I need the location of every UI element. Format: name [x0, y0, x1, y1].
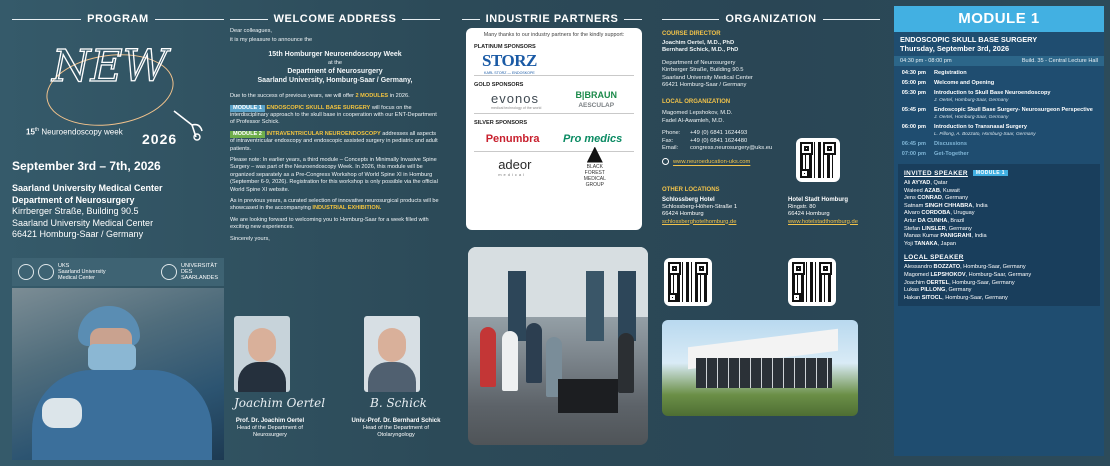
signature-schick: B. Schick: [370, 396, 427, 410]
module-subtitle: ENDOSCOPIC SKULL BASE SURGERY Thursday, September 3rd, 2026: [894, 32, 1104, 56]
speaker-item: Waleed AZAB, Kuwait: [904, 187, 960, 194]
hotel1-qr-code[interactable]: [664, 258, 712, 306]
university-logos: [12, 258, 224, 286]
schedule-item: Discussions: [934, 141, 967, 147]
event-logo: [12, 31, 224, 147]
uks-logo: UKS Saarland University Medical Center: [18, 263, 106, 281]
website-link[interactable]: www.neuroeducation-uks.com: [673, 159, 751, 166]
department-address: Department of Neurosurgery Kirrberger Straße, Building 90.5 Saarland University Medical Center 66421 Homburg-Saar / Germany: [662, 59, 753, 89]
signature-oertel: Joachim Oertel: [234, 396, 326, 410]
logo-word: NEW: [52, 41, 168, 92]
paragraph-closing: We are looking forward to welcoming you to Homburg-Saar for a week filled with exciting new experiences.: [230, 216, 429, 231]
local-speaker-heading: LOCAL SPEAKER: [904, 254, 964, 262]
speaker-item: Stefan LINSLER, Germany: [904, 225, 972, 232]
surgeon-photo: [12, 288, 224, 460]
website-row: [662, 158, 880, 166]
director1-name: Prof. Dr. Joachim Oertel Head of the Department of Neurosurgery: [235, 418, 305, 438]
saarland-logo: UNIVERSITÄT DES SAARLANDES: [161, 263, 218, 281]
schedule-time: 05:00 pm: [901, 80, 926, 86]
schedule-item: Introduction to Transnasal Surgery L. Pillong, A. Bozzato, Homburg-Saar, Germany: [934, 124, 1036, 137]
invited-speaker-list: [904, 180, 1094, 248]
storz-logo[interactable]: STORZ KARL STORZ — ENDOSKOPE: [482, 50, 537, 75]
schedule-row: [894, 151, 1104, 158]
directors: [230, 316, 440, 466]
speaker-item: Jens CONRAD, Germany: [904, 195, 969, 202]
paragraph-exhibition: As in previous years, a curated selection of innovative neurosurgical products will be showcased in the accompanying INDUSTRIAL EXHIBITION.: [230, 198, 439, 212]
uks-seal-icon: [18, 264, 34, 280]
platinum-heading: PLATINUM SPONSORS: [474, 44, 536, 50]
blackforest-logo[interactable]: BLACK FOREST MEDICAL GROUP: [580, 147, 610, 188]
event-name: 15th Homburger Neuroendoscopy Week at the Department of Neurosurgery Saarland University, Homburg-Saar / Germany,: [257, 50, 413, 84]
speaker-item: Satnam SINGH CHHABRA, India: [904, 202, 988, 209]
schedule-row: [894, 141, 1104, 148]
event-dates: September 3rd – 7th, 2026: [12, 159, 161, 173]
logo-subtitle: 15th Neuroendoscopy week: [26, 127, 123, 137]
silver-row-2: [474, 152, 634, 188]
schedule-row: [894, 80, 1104, 87]
partners-title: INDUSTRIE PARTNERS: [462, 13, 642, 25]
local-org-heading: LOCAL ORGANIZATION: [662, 99, 731, 106]
speaker-item: Manas Kumar PANIGRAHI, India: [904, 233, 987, 240]
course-directors: Joachim Oertel, M.D., PhD Bernhard Schick, M.D., PhD: [662, 40, 739, 54]
module-title: MODULE 1: [894, 6, 1104, 32]
phone-number[interactable]: +49 (0) 6841 1624493: [690, 130, 748, 137]
program-title: PROGRAM: [12, 13, 224, 25]
website-qr-code[interactable]: [796, 138, 840, 182]
schedule-item: Introduction to Skull Base Neuroendoscopy J. Oertel, Homburg-Saar, Germany: [934, 90, 1051, 103]
director2-name: Univ.-Prof. Dr. Bernhard Schick Head of the Department of Otolaryngology: [351, 418, 441, 438]
hotel2-link[interactable]: www.hotelstadthomburg.de: [788, 218, 858, 225]
evonos-logo[interactable]: evonos medical technology of the world: [491, 91, 542, 110]
speaker-item: Hakan SITOCL, Homburg-Saar, Germany: [904, 294, 1008, 301]
speaker-item: Ali AYYAD, Qatar: [904, 180, 948, 186]
building-photo: [662, 320, 858, 416]
penumbra-logo[interactable]: Penumbra: [485, 132, 540, 145]
paragraph-note: Please note: In earlier years, a third module – Concepts in Minimally Invasive Spine Surgery – was part of the Neuroendoscopy Week. In 2026, this module will be organized separately as a Pre-Congress Workshop of World Spine XI in Homburg (September 6-9, 2026). Registration for this workshop is only possible via the official World Spine XI website.: [230, 157, 438, 193]
hotel-schlossberg: Schlossberg Hotel Schlossberg-Höhen-Straße 1 66424 Homburg schlossberghotelhomburg.de: [662, 197, 762, 226]
locations-heading: OTHER LOCATIONS: [662, 186, 720, 193]
globe-icon: [662, 158, 669, 165]
speaker-item: Joachim OERTEL, Homburg-Saar, Germany: [904, 279, 1015, 286]
hotel2-qr-code[interactable]: [788, 258, 836, 306]
welcome-text: [230, 28, 440, 243]
schedule-time: 05:30 pm: [901, 90, 926, 96]
module-schedule: [894, 70, 1104, 158]
hotel1-link[interactable]: schlossberghotelhomburg.de: [662, 218, 737, 225]
saarland-seal-icon: [161, 264, 177, 280]
fax-number: +49 (0) 6841 1624480: [690, 137, 748, 144]
local-organizers: Magomed Lepshokov, M.D. Fadel Al-Awamleh, M.D.: [662, 110, 733, 124]
exhibition-photo: [468, 247, 648, 445]
email-link[interactable]: congress.neurosurgery@uks.eu: [690, 145, 773, 152]
venue-address: Saarland University Medical Center Department of Neurosurgery Kirrberger Straße, Building 90.5 Saarland University Medical Center 66421 Homburg-Saar / Germany: [12, 183, 163, 239]
silver-heading: SILVER SPONSORS: [474, 120, 528, 126]
portrait-schick: [364, 316, 420, 392]
speaker-item: Lukas PILLONG, Germany: [904, 287, 972, 294]
paragraph-module1: MODULE 1 ENDOSCOPIC SKULL BASE SURGERY will focus on the interdisciplinary approach to the skull base in cooperation with our ENT-Department of Professor Schick.: [230, 104, 437, 126]
schedule-row: [894, 107, 1104, 121]
schedule-time: 04:30 pm: [901, 70, 926, 76]
gold-row: [474, 88, 634, 114]
sign-off: Sincerely yours,: [230, 235, 270, 242]
local-speaker-list: [904, 264, 1094, 302]
contact-block: Phone: +49 (0) 6841 1624493 Fax: +49 (0) 6841 1624480 Email: congress.neurosurgery@uks.eu: [662, 130, 773, 152]
adeor-logo[interactable]: adeor medical: [498, 157, 532, 177]
speaker-item: Artur DA CUNHA, Brazil: [904, 217, 965, 224]
sponsor-card: [466, 28, 642, 230]
module-tag: MODULE 1: [973, 170, 1008, 176]
paragraph-module2: MODULE 2 INTRAVENTRICULAR NEUROENDOSCOPY addresses all aspects of intraventricular endoscopy and endoscopic assisted surgery in pediatric and adult patients.: [230, 130, 438, 152]
greeting: Dear colleagues,: [230, 28, 272, 34]
invited-speaker-heading: INVITED SPEAKER MODULE 1: [904, 170, 1094, 177]
gold-heading: GOLD SPONSORS: [474, 82, 524, 88]
module-time-location: 04:30 pm - 08:00 pm Build. 35 - Central Lecture Hall: [894, 56, 1104, 66]
schedule-time: 05:45 pm: [901, 107, 926, 113]
schedule-item: Registration: [934, 70, 967, 76]
welcome-title: WELCOME ADDRESS: [230, 13, 440, 25]
speaker-item: Yoji TANAKA, Japan: [904, 240, 956, 247]
speakers-box: [898, 164, 1100, 306]
schedule-item: Welcome and Opening: [934, 80, 995, 86]
schedule-row: [894, 124, 1104, 138]
portrait-oertel: [234, 316, 290, 392]
speaker-item: Magomed LEPSHOKOV, Homburg-Saar, Germany: [904, 271, 1032, 278]
hotel-stadt-homburg: Hotel Stadt Homburg Ringstr. 80 66424 Homburg www.hotelstadthomburg.de: [788, 197, 880, 226]
schedule-time: 06:45 pm: [901, 141, 926, 147]
organization-title: ORGANIZATION: [662, 13, 880, 25]
logo-year: 2026: [142, 131, 178, 147]
schedule-time: 06:00 pm: [901, 124, 926, 130]
sponsors-intro: Many thanks to our industry partners for the kindly support:: [483, 32, 625, 38]
module1-panel: [894, 6, 1104, 456]
hotels: [662, 197, 880, 226]
bbraun-logo[interactable]: B|BRAUN AESCULAP: [575, 90, 617, 109]
schedule-row: [894, 90, 1104, 104]
schedule-item: Get-Together: [934, 151, 969, 157]
organization-column: [662, 0, 880, 466]
welcome-column: [230, 0, 440, 466]
schedule-time: 07:00 pm: [901, 151, 926, 157]
program-column: [12, 0, 224, 466]
platinum-row: [474, 50, 634, 76]
schedule-item: Endoscopic Skull Base Surgery- Neurosurgeon Perspective J. Oertel, Homburg-Saar, Germany: [934, 107, 1093, 120]
course-director-heading: COURSE DIRECTOR: [662, 31, 721, 37]
blackforest-icon: [587, 147, 603, 163]
partners-column: [462, 0, 642, 466]
schedule-row: [894, 70, 1104, 77]
paragraph-modules: Due to the success of previous years, we will offer 2 MODULES in 2026.: [230, 93, 410, 100]
silver-row-1: [474, 126, 634, 152]
speaker-item: Alessandro BOZZATO, Homburg-Saar, Germany: [904, 264, 1026, 271]
intro: it is my pleasure to announce the: [230, 37, 313, 44]
promedics-logo[interactable]: Pro medics: [562, 132, 623, 145]
speaker-item: Alvaro CORDOBA, Uruguay: [904, 210, 975, 217]
uks-seal2-icon: [38, 264, 54, 280]
